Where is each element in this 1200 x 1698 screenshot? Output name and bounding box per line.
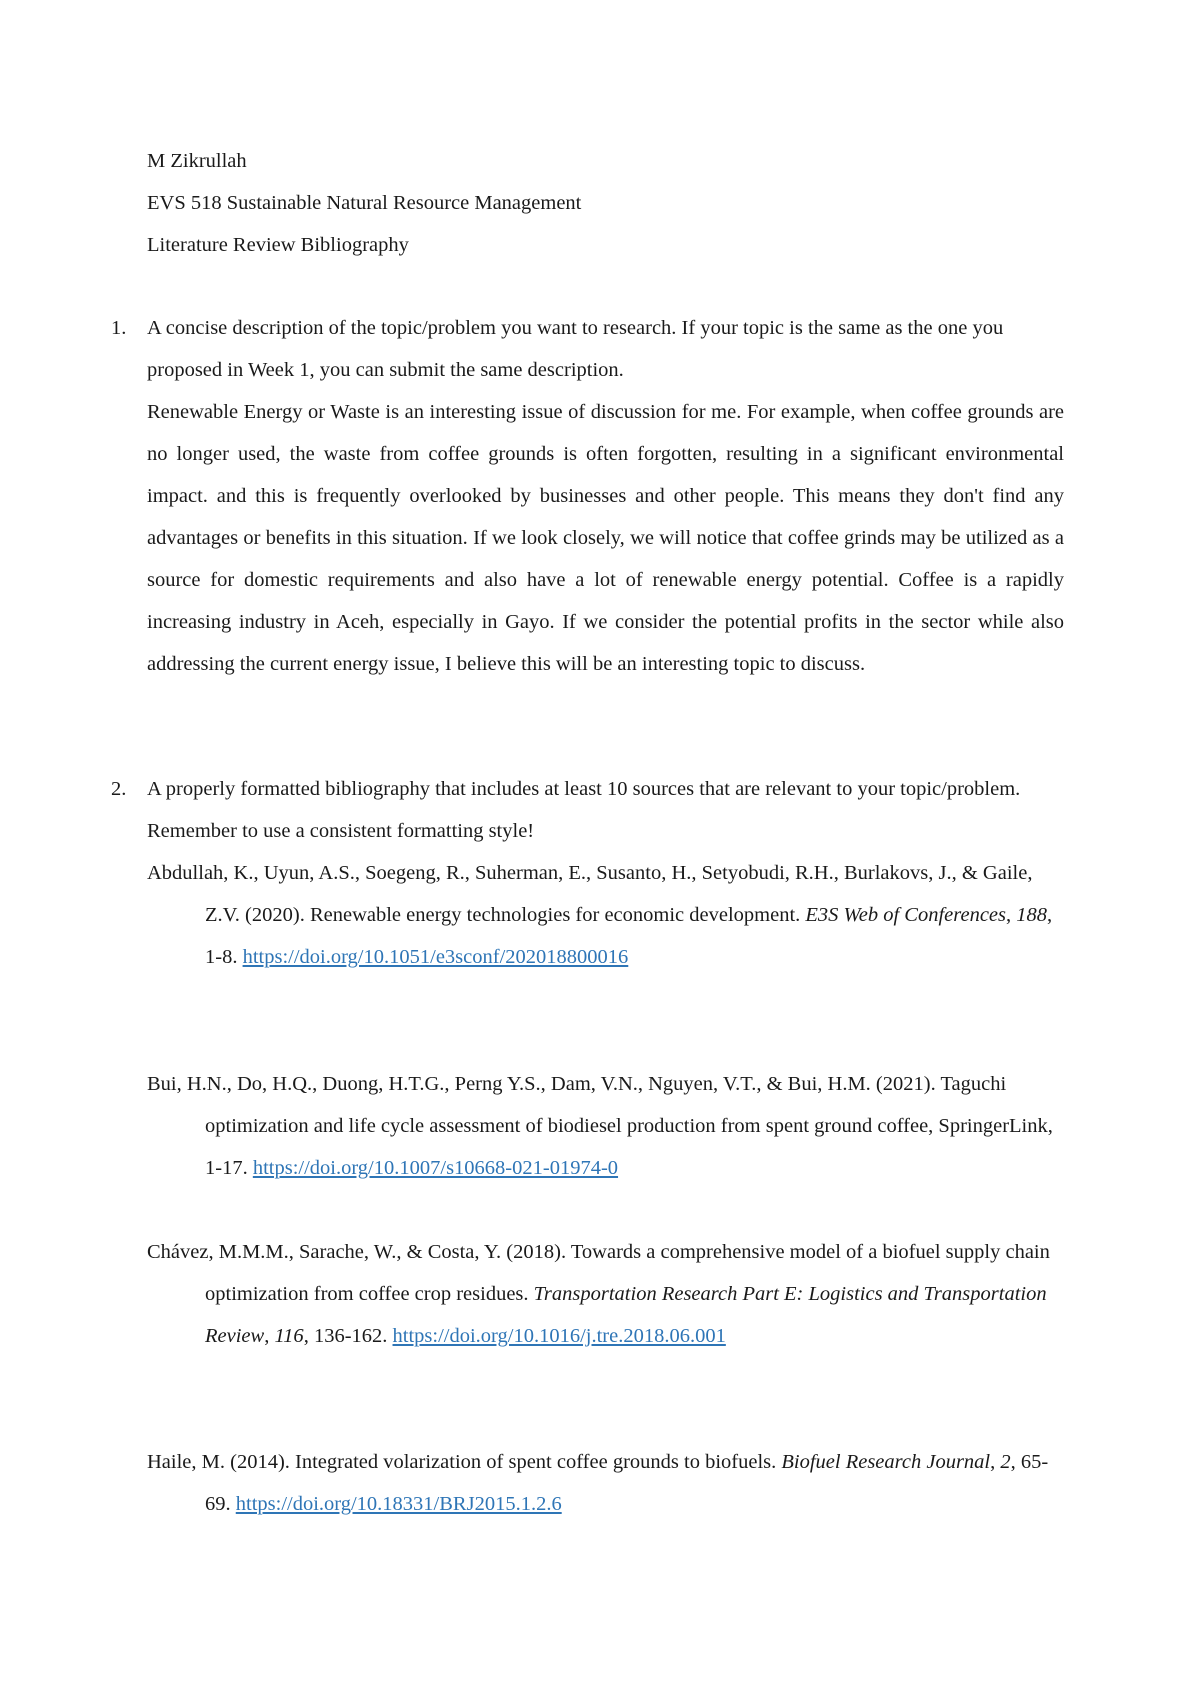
reference-text: Chávez, M.M.M., Sarache, W., & Costa, Y. (2018). Towards a comprehensive model of a biofuel supply chain optimization from coffee crop residues. — [147, 1241, 1050, 1305]
reference-doi-link[interactable]: https://doi.org/10.1016/j.tre.2018.06.001 — [392, 1325, 726, 1347]
reference-doi-link[interactable]: https://doi.org/10.18331/BRJ2015.1.2.6 — [235, 1493, 562, 1515]
reference-pages: , 1-8. — [205, 904, 1053, 968]
reference-separator: , — [264, 1325, 275, 1347]
reference-chavez-2018 — [147, 1231, 1064, 1357]
reference-doi-link[interactable]: https://doi.org/10.1007/s10668-021-01974-0 — [252, 1157, 619, 1179]
reference-doi-link[interactable]: https://doi.org/10.1051/e3sconf/202018800016 — [242, 946, 629, 968]
section-2-prompt: A properly formatted bibliography that includes at least 10 sources that are relevant to your topic/problem. Remember to use a consistent formatting style! — [147, 778, 1021, 842]
section-2-number: 2. — [111, 778, 127, 800]
reference-text: Bui, H.N., Do, H.Q., Duong, H.T.G., Perng Y.S., Dam, V.N., Nguyen, V.T., & Bui, H.M. (2021). Taguchi optimization and life cycle assessment of biodiesel production from spent ground coffee, SpringerLink, 1-17. — [147, 1073, 1053, 1179]
reference-journal: E3S Web of Conferences — [805, 904, 1007, 926]
reference-volume: 116 — [274, 1325, 304, 1347]
reference-abdullah-2020 — [147, 852, 1064, 978]
section-1 — [147, 307, 1064, 685]
reference-journal: Biofuel Research Journal — [781, 1451, 991, 1473]
document-title: Literature Review Bibliography — [147, 234, 409, 256]
reference-volume: 2 — [1000, 1451, 1011, 1473]
reference-haile-2014 — [147, 1441, 1064, 1525]
reference-bui-2021 — [147, 1063, 1064, 1189]
reference-separator: , — [1006, 904, 1017, 926]
section-1-number: 1. — [111, 317, 127, 339]
section-1-answer: Renewable Energy or Waste is an interesting issue of discussion for me. For example, when coffee grounds are no longer used, the waste from coffee grounds is often forgotten, resulting in a significant environmental impact. and this is frequently overlooked by businesses and other people. This means they don't find any advantages or benefits in this situation. If we look closely, we will notice that coffee grinds may be utilized as a source for domestic requirements and also have a lot of renewable energy potential. Coffee is a rapidly increasing industry in Aceh, especially in Gayo. If we consider the potential profits in the sector while also addressing the current energy issue, I believe this will be an interesting topic to discuss. — [147, 401, 1064, 675]
course-title: EVS 518 Sustainable Natural Resource Management — [147, 192, 582, 214]
reference-journal: Transportation Research Part E: Logistics and Transportation Review — [205, 1283, 1047, 1347]
section-2 — [147, 768, 1064, 852]
section-1-prompt: A concise description of the topic/problem you want to research. If your topic is the same as the one you proposed in Week 1, you can submit the same description. — [147, 317, 1004, 381]
reference-text: Haile, M. (2014). Integrated volarization of spent coffee grounds to biofuels. — [147, 1451, 782, 1473]
reference-pages: , 136-162. — [303, 1325, 393, 1347]
reference-volume: 188 — [1016, 904, 1048, 926]
reference-text: Abdullah, K., Uyun, A.S., Soegeng, R., Suherman, E., Susanto, H., Setyobudi, R.H., Burlakovs, J., & Gaile, Z.V. (2020). Renewable energy technologies for economic development. — [147, 862, 1033, 926]
author-name: M Zikrullah — [147, 150, 247, 172]
reference-separator: , — [990, 1451, 1001, 1473]
reference-pages: , 65-69. — [205, 1451, 1049, 1515]
